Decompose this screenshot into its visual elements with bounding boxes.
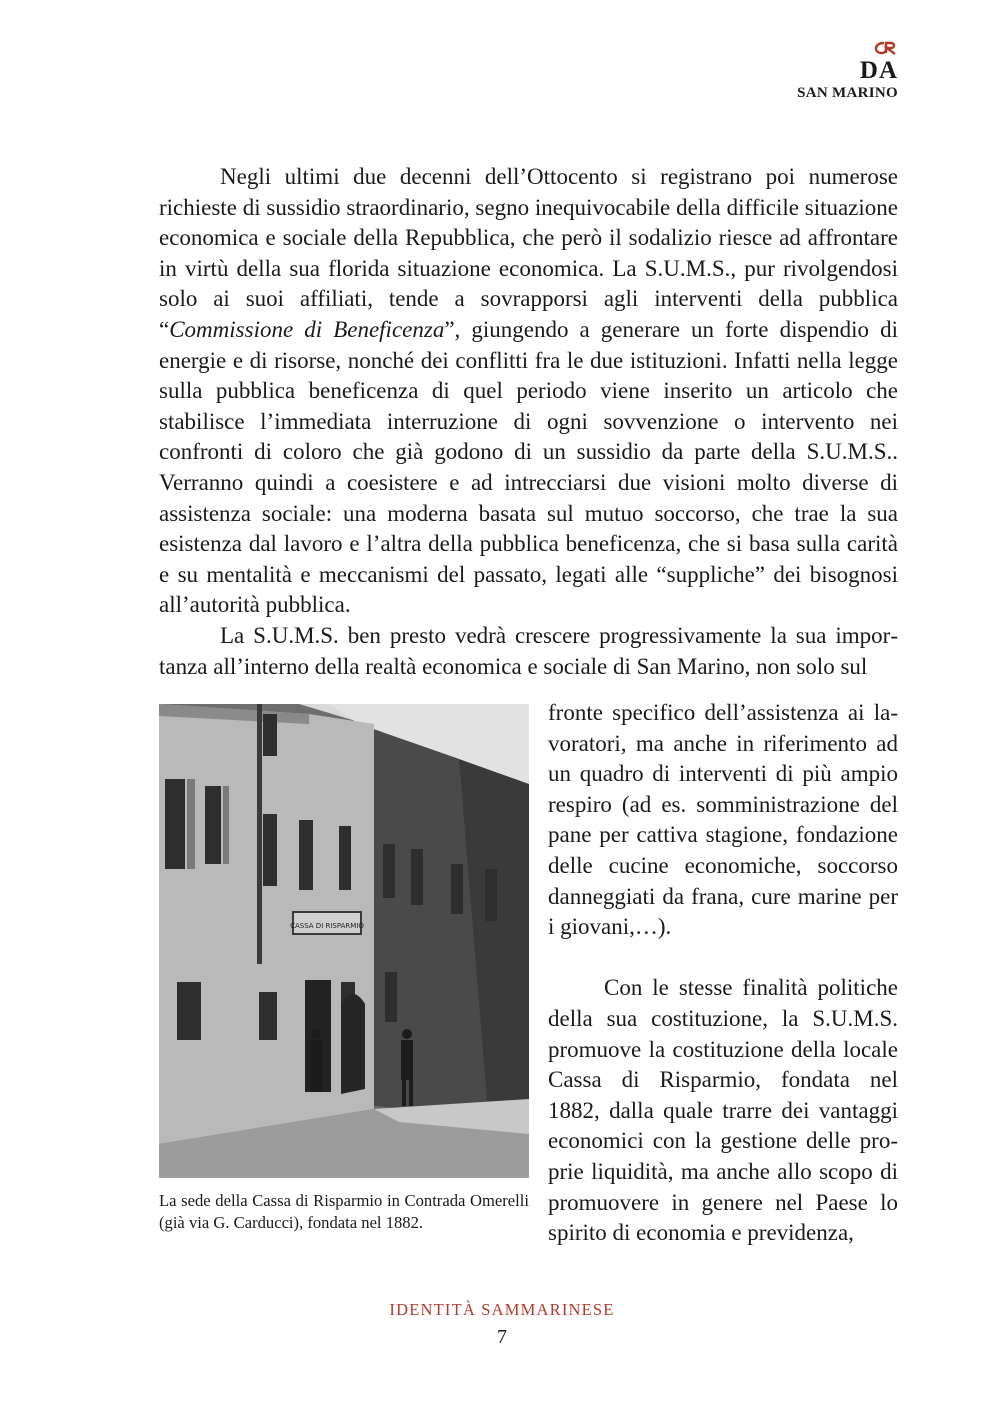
header-subtitle: SAN MARINO <box>797 85 898 101</box>
street-photo <box>159 704 529 1178</box>
figure-and-column <box>159 698 898 1246</box>
body-text <box>159 162 898 682</box>
header-title: DA <box>859 57 898 84</box>
shop-sign-text: CASSA DI RISPARMIO <box>290 922 364 930</box>
publication-title: IDENTITÀ SAMMARINESE <box>389 1300 615 1319</box>
page-header <box>758 40 898 101</box>
paragraph-2-continued: fronte specifico dell’assistenza ai lavoratori, ma anche in riferimento ad un quadro di interventi di più ampio respiro (ad es. somministrazione del pane per cattiva stagione, fondazione delle cucine economiche, soccorso danneggiati da frana, cure marine per i giovani,…). <box>548 700 898 940</box>
figure <box>159 704 529 1234</box>
figure-caption: La sede della Cassa di Risparmio in Contrada Omerelli (già via G. Carducci), fondata nel 1882. <box>159 1191 529 1232</box>
paragraph-1 <box>159 162 898 621</box>
paragraph-1-text: Negli ultimi due decenni dell’Ottocento si registrano poi numerose richieste di sussidio straordinario, segno inequivocabile della difficile situazione economica e sociale della Repubblica, che però il sodalizio riesce ad affrontare in virtù della sua florida situazione economica. La S.U.M.S., pur rivolgendosi solo ai suoi affiliati, tende a sovrapporsi agli interventi della pubblica “ <box>159 164 898 342</box>
paragraph-1-italic: Commissione di Beneficenza <box>169 316 445 342</box>
page-number: 7 <box>497 1325 507 1348</box>
paragraph-3: Con le stesse finalità politiche della sua costituzione, la S.U.M.S. promuove la costituzione della locale Cassa di Risparmio, fondata nel 1882, dalla quale trarre dei vantaggi economici con la gestione delle proprie liquidità, ma anche allo scopo di promuovere in genere nel Paese lo spirito di economia e previdenza, <box>548 975 898 1246</box>
paragraph-1-tail: ”, giungendo a generare un forte dispendio di energie e di risorse, nonché dei conflitti fra le due istituzioni. Infatti nella legge sulla pubblica beneficenza di quel periodo viene inserito un articolo che stabilisce l’immediata interruzione di ogni sovvenzione o intervento nei confronti di coloro che già godono di un sussidio da parte della S.U.M.S.. Verranno quindi a coesistere e ad intrecciarsi due visioni molto diverse di assistenza sociale: una moderna basata sul mutuo soccorso, che trae la sua esistenza dal lavoro e l’altra della pubblica beneficenza, che si basa sulla carità e su mentalità e meccanismi del passato, legati alle “suppliche” dei bisognosi all’autorità pubblica. <box>159 316 898 618</box>
page-footer <box>0 1302 1004 1347</box>
side-column <box>548 698 898 1249</box>
da-monogram-logo-icon <box>874 40 898 56</box>
paragraph-2: La S.U.M.S. ben presto vedrà crescere progressivamente la sua importanza all’interno della realtà economica e sociale di San Marino, non solo sul <box>159 622 898 679</box>
